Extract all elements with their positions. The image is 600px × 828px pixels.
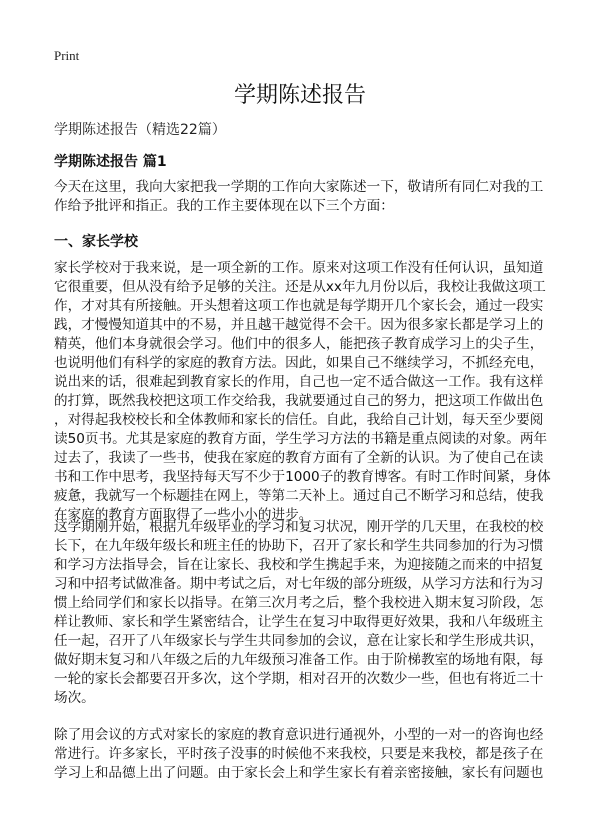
print-link[interactable]: Print xyxy=(54,48,80,63)
paragraph-3 xyxy=(54,726,554,783)
text-line: 说出来的话，很难起到教育家长的作用，自己也一定不适合做这一工作。我有这样 xyxy=(54,374,544,390)
text-line: 读50页书。尤其是家庭的教育方面，学生学习方法的书籍是重点阅读的对象。两年 xyxy=(54,431,548,447)
text-line: 长下，在九年级年级长和班主任的协助下，召开了家长和学生共同参加的行为习惯 xyxy=(54,538,544,554)
text-line: 除了用会议的方式对家长的家庭的教育意识进行通视外，小型的一对一的咨询也经 xyxy=(54,727,544,743)
text-line: 惯上给同学们和家长以指导。在第三次月考之后，整个我校进入期末复习阶段，怎 xyxy=(54,595,544,611)
text-line: 今天在这里，我向大家把我一学期的工作向大家陈述一下，敬请所有同仁对我的工 xyxy=(54,179,544,195)
text-line: 学习上和品德上出了问题。由于家长会上和学生家长有着亲密接触，家长有问题也 xyxy=(54,765,544,781)
text-line: 场次。 xyxy=(54,690,95,706)
text-line: 一轮的家长会都要召开多次，这个学期，相对召开的次数少一些，但也有将近二十 xyxy=(54,671,544,687)
document-title: 学期陈述报告 xyxy=(233,83,366,108)
text-line: 的打算，既然我校把这项工作交给我，我就要通过自己的努力，把这项工作做出色 xyxy=(54,393,544,409)
text-line: 常进行。许多家长，平时孩子没事的时候他不来我校，只要是来我校，都是孩子在 xyxy=(54,746,544,762)
text-line: 这学期刚开始，根据九年级毕业的学习和复习状况，刚开学的几天里，在我校的校 xyxy=(54,519,544,535)
text-line: 也说明他们有科学的家庭的教育方法。因此，如果自己不继续学习，不抓经充电， xyxy=(54,355,544,371)
section-heading: 学期陈述报告 篇1 xyxy=(54,154,167,170)
text-line: 习和中招考试做准备。期中考试之后，对七年级的部分班级，从学习方法和行为习 xyxy=(54,576,544,592)
paragraph-2 xyxy=(54,518,554,708)
text-line: 样让教师、家长和学生紧密结合，让学生在复习中取得更好效果，我和八年级班主 xyxy=(54,614,544,630)
paragraph-1 xyxy=(54,259,554,525)
heading-parent-school: 一、家长学校 xyxy=(54,234,138,250)
text-line: 精英，他们本身就很会学习。他们中的很多人，能把孩子教育成学习上的尖子生， xyxy=(54,336,544,352)
text-line: 作，才对其有所接触。开头想着这项工作也就是每学期开几个家长会，通过一段实 xyxy=(54,298,544,314)
text-line: 践，才慢慢知道其中的不易，并且越干越觉得不会干。因为很多家长都是学习上的 xyxy=(54,317,544,333)
text-line: 过去了，我读了一些书，使我在家庭的教育方面有了全新的认识。为了使自己在读 xyxy=(54,450,544,466)
text-line: 书和工作中思考，我坚持每天写不少于1000子的教育博客。有时工作时间紧，身体 xyxy=(54,469,551,485)
intro-paragraph xyxy=(54,178,554,216)
text-line: 它很重要，但从没有给予足够的关注。还是从xx年九月份以后，我校让我做这项工 xyxy=(54,279,546,295)
text-line: 做好期末复习和八年级之后的九年级预习准备工作。由于阶梯教室的场地有限，每 xyxy=(54,652,544,668)
text-line: 任一起，召开了八年级家长与学生共同参加的会议，意在让家长和学生形成共识， xyxy=(54,633,544,649)
text-line: 疲惫，我就写一个标题挂在网上，等第二天补上。通过自己不断学习和总结，使我 xyxy=(54,488,544,504)
text-line: ，对得起我校校长和全体教师和家长的信任。自此，我给自己计划，每天至少要阅 xyxy=(54,412,544,428)
text-line: 家长学校对于我来说，是一项全新的工作。原来对这项工作没有任何认识，虽知道 xyxy=(54,260,544,276)
text-line: 在家庭的教育方面取得了一些小小的进步。 xyxy=(54,507,313,523)
document-subtitle: 学期陈述报告（精选22篇） xyxy=(54,122,226,138)
text-line: 和学习方法指导会，旨在让家长、我校和学生携起手来，为迎接随之而来的中招复 xyxy=(54,557,544,573)
text-line: 作给予批评和指正。我的工作主要体现在以下三个方面： xyxy=(54,198,394,214)
